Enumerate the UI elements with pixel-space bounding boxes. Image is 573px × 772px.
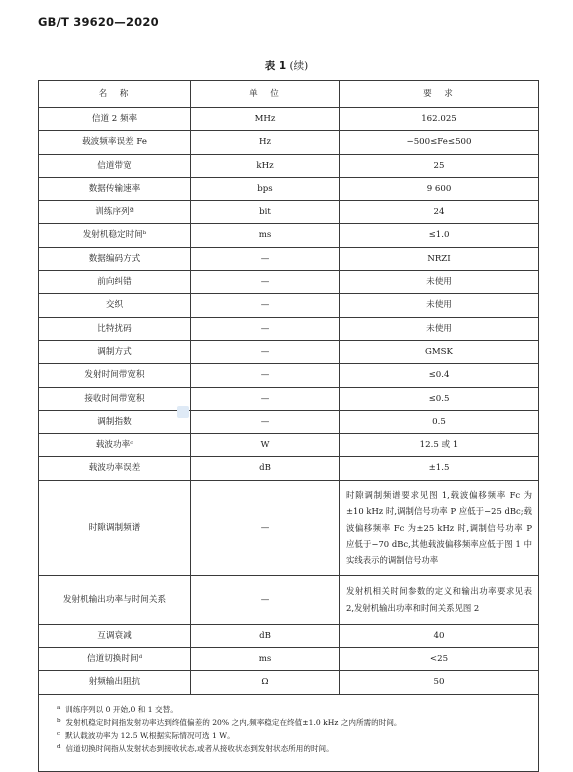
- table-row: [39, 154, 539, 177]
- cell-name: 发射机输出功率与时间关系: [39, 575, 191, 624]
- cell-name: 比特扰码: [39, 317, 191, 340]
- cell-unit: —: [191, 410, 340, 433]
- cell-name: 接收时间带宽积: [39, 387, 191, 410]
- standard-code: GB/T 39620—2020: [38, 15, 159, 29]
- cell-unit: dB: [191, 624, 340, 647]
- table-note: [57, 703, 528, 716]
- cell-unit: —: [191, 271, 340, 294]
- note-text: 信道切换时间指从发射状态到接收状态,或者从接收状态到发射状态所用的时间。: [65, 744, 334, 754]
- cell-unit: dB: [191, 457, 340, 480]
- table-row: [39, 247, 539, 270]
- cell-name: 前向纠错: [39, 271, 191, 294]
- cell-requirement: ≤0.4: [340, 364, 539, 387]
- cell-requirement: 24: [340, 201, 539, 224]
- header-name: 名 称: [39, 81, 191, 108]
- table-notes: [39, 694, 539, 771]
- cell-unit: —: [191, 317, 340, 340]
- table-row: [39, 224, 539, 247]
- note-text: 默认载波功率为 12.5 W,根据实际情况可选 1 W。: [65, 731, 235, 741]
- cell-name: 信道带宽: [39, 154, 191, 177]
- cell-name: 数据传输速率: [39, 177, 191, 200]
- cell-requirement: NRZI: [340, 247, 539, 270]
- cell-name: 发射时间带宽积: [39, 364, 191, 387]
- cell-unit: W: [191, 434, 340, 457]
- cell-requirement: 未使用: [340, 294, 539, 317]
- cell-unit: ms: [191, 224, 340, 247]
- cell-requirement: <25: [340, 648, 539, 671]
- cell-requirement: 时隙调制频谱要求见图 1,载波偏移频率 Fc 为±10 kHz 时,调制信号功率 P 应低于−25 dBc;载波偏移频率 Fc 为±25 kHz 时,调制信号功率 P 应低于−70 dBc,其他载波偏移频率应低于图 1 中实线表示的调制信号功率: [340, 480, 539, 575]
- table-row: [39, 317, 539, 340]
- table-row: [39, 131, 539, 154]
- table-row: [39, 364, 539, 387]
- cell-unit: ms: [191, 648, 340, 671]
- table-note: [57, 716, 528, 729]
- cell-unit: Hz: [191, 131, 340, 154]
- cell-name: 调制方式: [39, 340, 191, 363]
- cell-name: 载波功率误差: [39, 457, 191, 480]
- table-row: [39, 108, 539, 131]
- cell-unit: —: [191, 480, 340, 575]
- table-title: [0, 58, 573, 73]
- table-row: [39, 624, 539, 647]
- cell-requirement: ≤1.0: [340, 224, 539, 247]
- cell-requirement: ≤0.5: [340, 387, 539, 410]
- table-row: [39, 434, 539, 457]
- cell-name: 交织: [39, 294, 191, 317]
- cell-unit: bit: [191, 201, 340, 224]
- cell-name: 信道 2 频率: [39, 108, 191, 131]
- cell-requirement: −500≤Fe≤500: [340, 131, 539, 154]
- cell-requirement: 0.5: [340, 410, 539, 433]
- cell-unit: bps: [191, 177, 340, 200]
- cell-unit: —: [191, 340, 340, 363]
- table-row: [39, 648, 539, 671]
- spec-table: [38, 80, 539, 772]
- cell-unit: —: [191, 387, 340, 410]
- table-row: [39, 201, 539, 224]
- cell-name: 载波频率误差 Fe: [39, 131, 191, 154]
- cell-unit: —: [191, 294, 340, 317]
- table-title-main: 表 1: [264, 60, 287, 72]
- table-row: [39, 480, 539, 575]
- watermark-icon: [177, 406, 189, 418]
- cell-requirement: 40: [340, 624, 539, 647]
- cell-requirement: 发射机相关时间参数的定义和输出功率要求见表 2,发射机输出功率和时间关系见图 2: [340, 575, 539, 624]
- cell-name: 数据编码方式: [39, 247, 191, 270]
- note-mark: a: [57, 704, 61, 711]
- table-row: [39, 340, 539, 363]
- note-text: 训练序列以 0 开始,0 和 1 交替。: [65, 704, 178, 714]
- table-title-suffix: (续): [289, 60, 309, 72]
- cell-requirement: 162.025: [340, 108, 539, 131]
- cell-name: 训练序列ª: [39, 201, 191, 224]
- cell-requirement: 12.5 或 1: [340, 434, 539, 457]
- table-notes-row: [39, 694, 539, 771]
- table-note: [57, 729, 528, 742]
- header-requirement: 要 求: [340, 81, 539, 108]
- table-row: [39, 387, 539, 410]
- cell-requirement: 50: [340, 671, 539, 694]
- table-row: [39, 575, 539, 624]
- cell-name: 时隙调制频谱: [39, 480, 191, 575]
- table-row: [39, 177, 539, 200]
- table-row: [39, 671, 539, 694]
- cell-unit: kHz: [191, 154, 340, 177]
- cell-unit: —: [191, 364, 340, 387]
- cell-name: 信道切换时间ᵈ: [39, 648, 191, 671]
- cell-requirement: 未使用: [340, 317, 539, 340]
- table-row: [39, 457, 539, 480]
- table-row: [39, 271, 539, 294]
- cell-name: 互调衰减: [39, 624, 191, 647]
- cell-name: 调制指数: [39, 410, 191, 433]
- cell-unit: —: [191, 575, 340, 624]
- cell-unit: Ω: [191, 671, 340, 694]
- table-row: [39, 410, 539, 433]
- cell-requirement: 9 600: [340, 177, 539, 200]
- cell-requirement: GMSK: [340, 340, 539, 363]
- table-note: [57, 742, 528, 755]
- table-header-row: [39, 81, 539, 108]
- cell-name: 射频输出阻抗: [39, 671, 191, 694]
- cell-unit: MHz: [191, 108, 340, 131]
- cell-requirement: 未使用: [340, 271, 539, 294]
- note-text: 发射机稳定时间指发射功率达到终值偏差的 20% 之内,频率稳定在终值±1.0 kHz 之内所需的时间。: [65, 717, 402, 727]
- note-mark: d: [57, 744, 61, 751]
- cell-requirement: 25: [340, 154, 539, 177]
- cell-name: 发射机稳定时间ᵇ: [39, 224, 191, 247]
- note-mark: c: [57, 731, 61, 738]
- header-unit: 单 位: [191, 81, 340, 108]
- table-row: [39, 294, 539, 317]
- cell-name: 载波功率ᶜ: [39, 434, 191, 457]
- cell-requirement: ±1.5: [340, 457, 539, 480]
- cell-unit: —: [191, 247, 340, 270]
- note-mark: b: [57, 717, 61, 724]
